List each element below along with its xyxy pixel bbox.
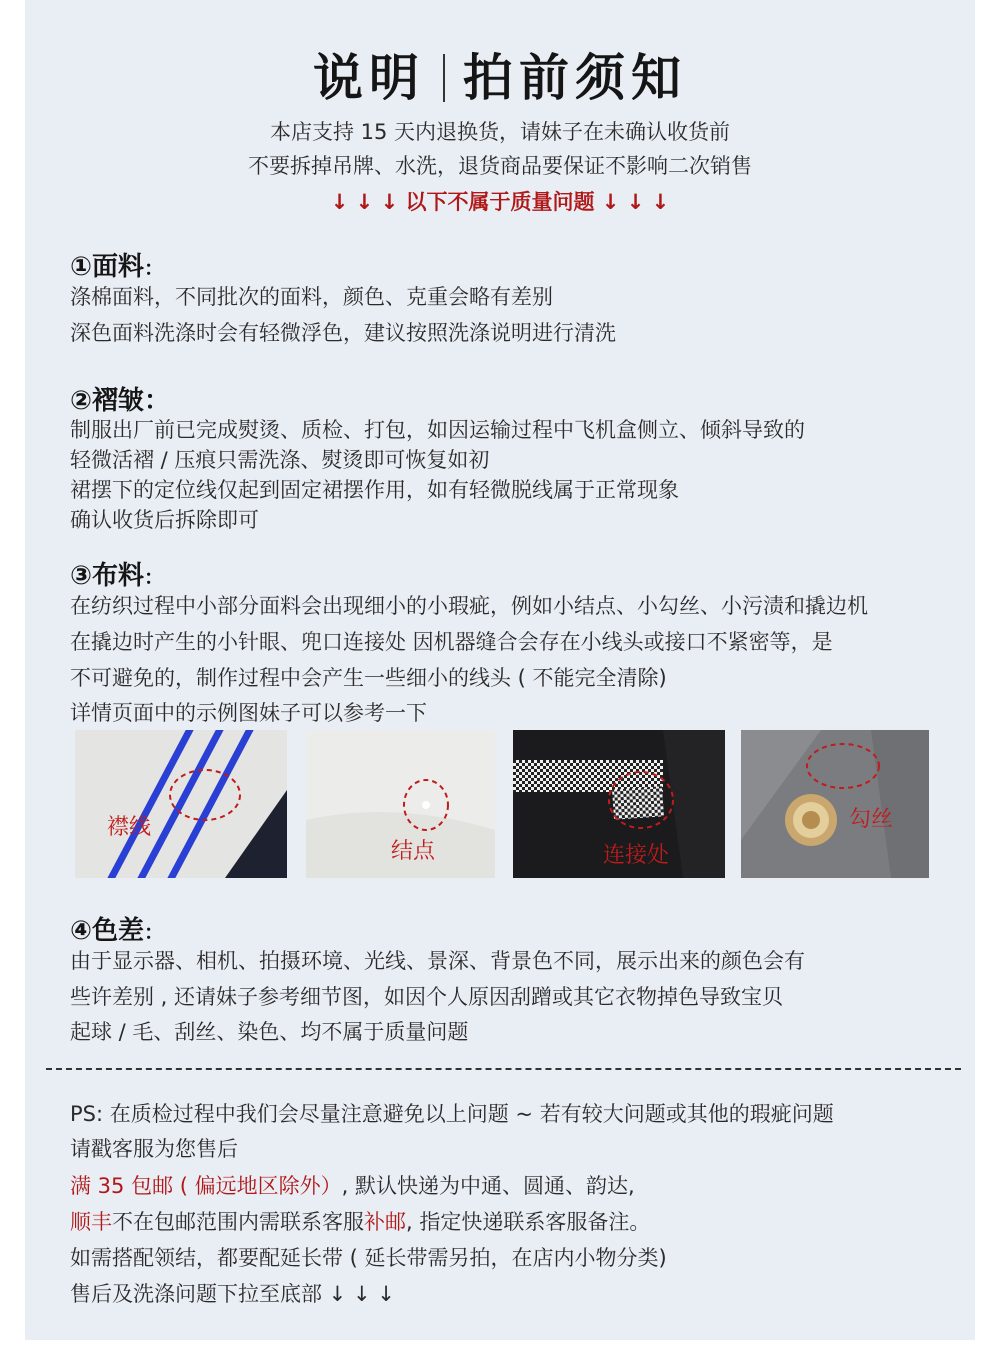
- quality-notice: ↓ ↓ ↓ 以下不属于质量问题 ↓ ↓ ↓: [330, 190, 670, 214]
- photo-label-snag: 勾丝: [849, 807, 894, 832]
- sf-express-note: 不在包邮范围内需联系客服: [112, 1210, 364, 1234]
- title-divider: [443, 54, 445, 102]
- section-fabric-line: 深色面料洗涤时会有轻微浮色，建议按照洗涤说明进行清洗: [70, 321, 616, 345]
- ps-line-3: [70, 1170, 635, 1200]
- courier-remark-note: , 指定快递联系客服备注。: [406, 1210, 651, 1234]
- default-courier-note: , 默认快递为中通、圆通、韵达,: [341, 1174, 635, 1198]
- section-fabric-heading: [70, 246, 164, 283]
- extra-postage-label: 补邮: [364, 1210, 406, 1234]
- section-cloth-title: ③布料: [70, 561, 145, 591]
- photo-label-joint: 连接处: [603, 843, 670, 868]
- title-right: 拍前须知: [463, 49, 687, 107]
- ps-line-1: PS: 在质检过程中我们会尽量注意避免以上问题 ~ 若有较大问题或其他的瑕疵问题: [70, 1102, 834, 1126]
- sf-express-label: 顺丰: [70, 1210, 112, 1234]
- section-wrinkle-heading: ②褶皱：: [70, 386, 171, 416]
- section-color-line: 些许差别 , 还请妹子参考细节图，如因个人原因刮蹭或其它衣物掉色导致宝贝: [70, 985, 784, 1009]
- photo-label-seam: 襟线: [107, 815, 152, 840]
- section-cloth-line: 不可避免的，制作过程中会产生一些细小的线头 ( 不能完全清除): [70, 666, 667, 690]
- section-color-heading: [70, 910, 164, 947]
- section-cloth-heading: [70, 555, 164, 592]
- section-cloth-line: 在撬边时产生的小针眼、兜口连接处 因机器缝合会存在小线头或接口不紧密等，是: [70, 630, 833, 654]
- example-photo-knot: [306, 730, 495, 878]
- section-color-colon: ：: [144, 920, 165, 944]
- free-shipping-note: 满 35 包邮 ( 偏远地区除外）: [70, 1174, 342, 1198]
- after-sales-note: 售后及洗涤问题下拉至底部 ↓ ↓ ↓: [70, 1282, 395, 1306]
- ps-line-2: 请戳客服为您售后: [70, 1137, 238, 1161]
- section-fabric-colon: ：: [144, 256, 165, 280]
- dashed-divider: [46, 1068, 961, 1070]
- photo-label-knot: 结点: [391, 839, 436, 864]
- page-title: [0, 38, 1000, 110]
- section-cloth-colon: ：: [144, 565, 165, 589]
- section-wrinkle-line: 轻微活褶 / 压痕只需洗涤、熨烫即可恢复如初: [70, 448, 490, 472]
- example-photo-joint: [513, 730, 725, 878]
- section-wrinkle-line: 制服出厂前已完成熨烫、质检、打包，如因运输过程中飞机盒侧立、倾斜导致的: [70, 418, 805, 442]
- title-left: 说明: [313, 49, 425, 107]
- example-photo-seam: [75, 730, 287, 878]
- section-color-title: ④色差: [70, 916, 145, 946]
- example-photo-snag: [741, 730, 929, 878]
- section-wrinkle-line: 确认收货后拆除即可: [70, 508, 259, 532]
- section-cloth-line: 在纺织过程中小部分面料会出现细小的小瑕疵，例如小结点、小勾丝、小污渍和撬边机: [70, 594, 868, 618]
- section-wrinkle-line: 裙摆下的定位线仅起到固定裙摆作用，如有轻微脱线属于正常现象: [70, 478, 679, 502]
- section-fabric-line: 涤棉面料，不同批次的面料，颜色、克重会略有差别: [70, 285, 553, 309]
- intro-line-2: 不要拆掉吊牌、水洗，退货商品要保证不影响二次销售: [248, 154, 752, 178]
- section-fabric-title: ①面料: [70, 252, 145, 282]
- ps-line-4: [70, 1206, 650, 1236]
- section-cloth-line: 详情页面中的示例图妹子可以参考一下: [70, 701, 427, 725]
- intro-line-1: 本店支持 15 天内退换货，请妹子在未确认收货前: [269, 120, 731, 144]
- ps-line-5: 如需搭配领结，都要配延长带 ( 延长带需另拍，在店内小物分类): [70, 1246, 667, 1270]
- section-color-line: 由于显示器、相机、拍摄环境、光线、景深、背景色不同，展示出来的颜色会有: [70, 949, 805, 973]
- section-color-line: 起球 / 毛、刮丝、染色、均不属于质量问题: [70, 1020, 469, 1044]
